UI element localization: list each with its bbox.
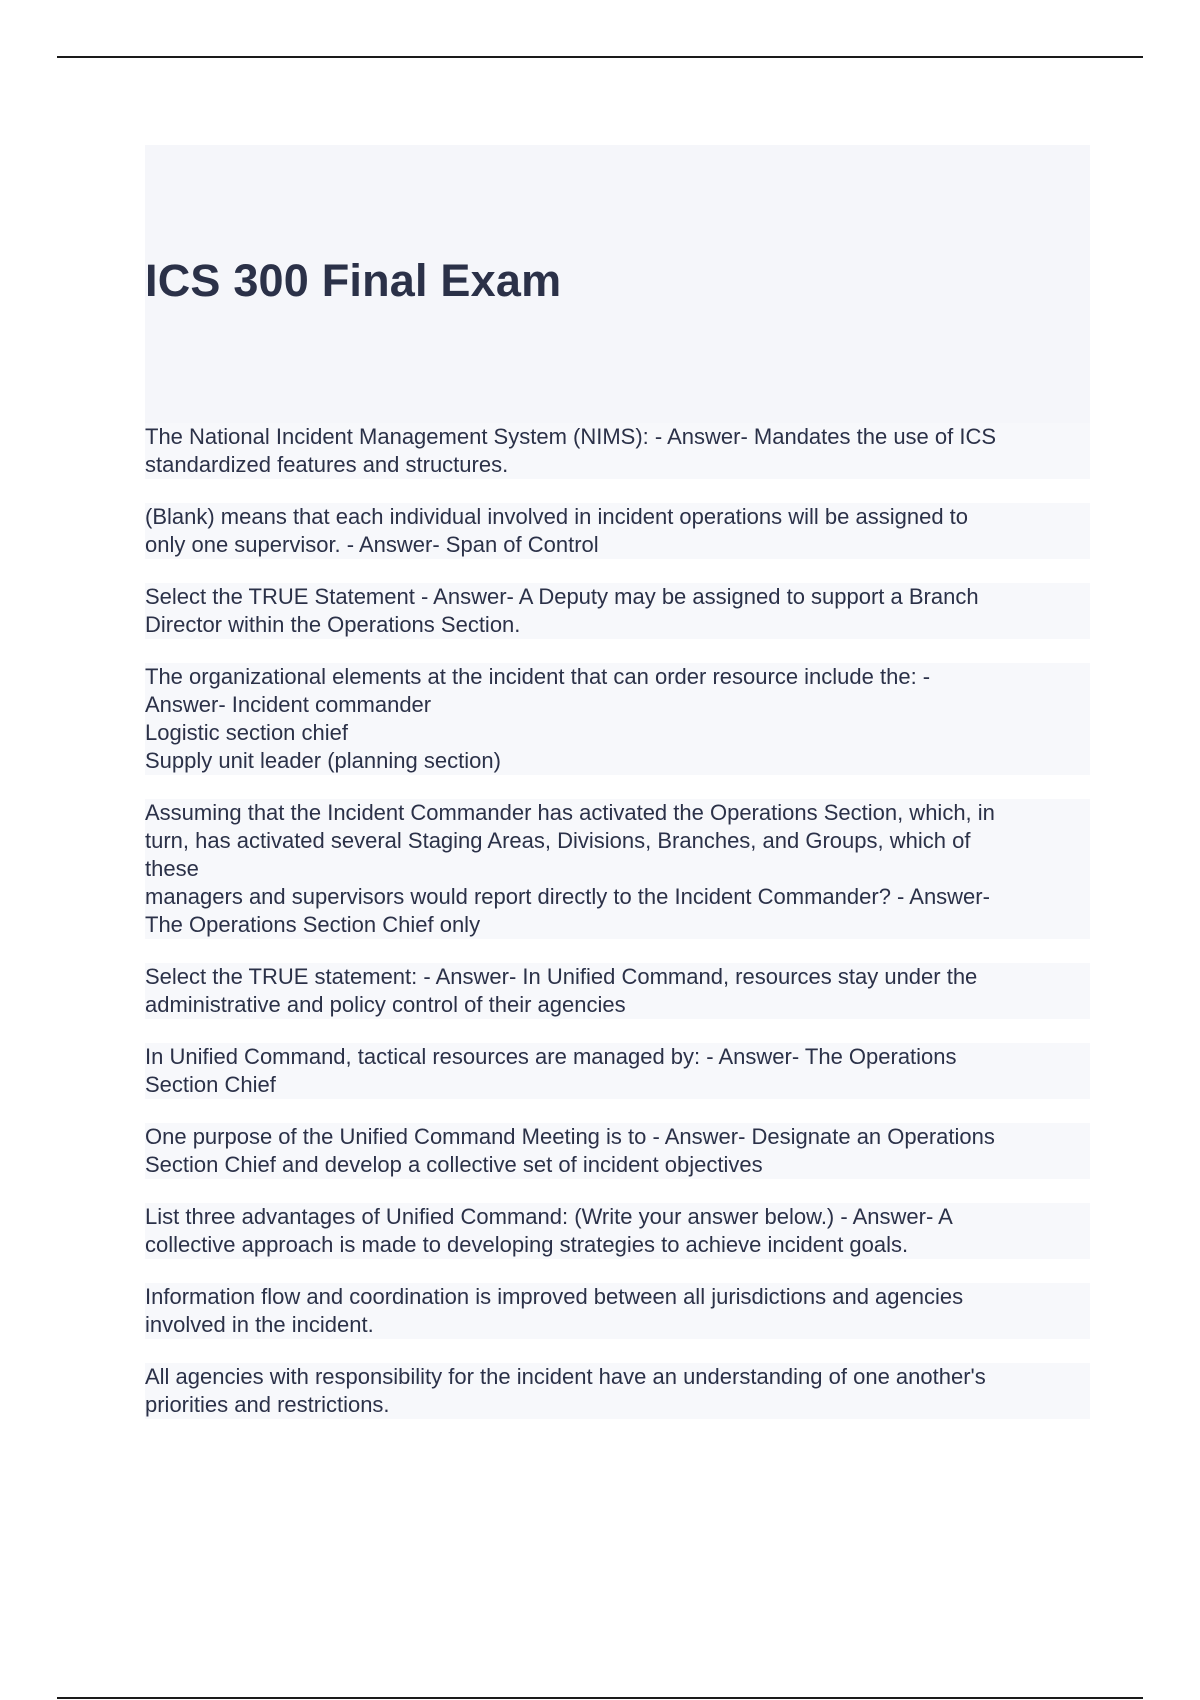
qa-item bbox=[145, 799, 1090, 939]
qa-text-line: The organizational elements at the incident that can order resource include the: - bbox=[145, 664, 931, 689]
page-title: ICS 300 Final Exam bbox=[145, 255, 562, 306]
qa-text-line: The Operations Section Chief only bbox=[145, 912, 481, 937]
qa-text-line: Select the TRUE Statement - Answer- A Deputy may be assigned to support a Branch bbox=[145, 584, 979, 609]
qa-text-line: priorities and restrictions. bbox=[145, 1392, 390, 1417]
qa-text-line: Assuming that the Incident Commander has activated the Operations Section, which, in bbox=[145, 800, 995, 825]
qa-item bbox=[145, 1123, 1090, 1179]
qa-text-line: involved in the incident. bbox=[145, 1312, 374, 1337]
qa-text-line: collective approach is made to developing strategies to achieve incident goals. bbox=[145, 1232, 909, 1257]
qa-text-line: All agencies with responsibility for the incident have an understanding of one another's bbox=[145, 1364, 986, 1389]
title-banner bbox=[145, 145, 1090, 423]
qa-text-line: turn, has activated several Staging Areas, Divisions, Branches, and Groups, which of bbox=[145, 828, 971, 853]
qa-item bbox=[145, 423, 1090, 479]
bottom-divider bbox=[57, 1697, 1143, 1699]
top-divider bbox=[57, 56, 1143, 58]
qa-item bbox=[145, 663, 1090, 775]
qa-text-line: managers and supervisors would report directly to the Incident Commander? - Answer- bbox=[145, 884, 990, 909]
qa-item bbox=[145, 1363, 1090, 1419]
qa-list bbox=[145, 423, 1090, 1443]
qa-item bbox=[145, 1203, 1090, 1259]
qa-item bbox=[145, 583, 1090, 639]
qa-text-line: Logistic section chief bbox=[145, 720, 348, 745]
qa-text-line: (Blank) means that each individual involved in incident operations will be assigned to bbox=[145, 504, 969, 529]
qa-text-line: Select the TRUE statement: - Answer- In Unified Command, resources stay under the bbox=[145, 964, 978, 989]
qa-item bbox=[145, 1283, 1090, 1339]
qa-text-line: Section Chief bbox=[145, 1072, 276, 1097]
qa-text-line: The National Incident Management System (NIMS): - Answer- Mandates the use of ICS bbox=[145, 424, 997, 449]
qa-text-line: administrative and policy control of their agencies bbox=[145, 992, 626, 1017]
qa-item bbox=[145, 963, 1090, 1019]
qa-text-line: these bbox=[145, 856, 199, 881]
qa-text-line: Supply unit leader (planning section) bbox=[145, 748, 501, 773]
qa-text-line: In Unified Command, tactical resources are managed by: - Answer- The Operations bbox=[145, 1044, 957, 1069]
qa-text-line: Section Chief and develop a collective set of incident objectives bbox=[145, 1152, 763, 1177]
qa-text-line: standardized features and structures. bbox=[145, 452, 509, 477]
qa-text-line: List three advantages of Unified Command: (Write your answer below.) - Answer- A bbox=[145, 1204, 953, 1229]
qa-text-line: Information flow and coordination is improved between all jurisdictions and agencies bbox=[145, 1284, 964, 1309]
qa-text-line: One purpose of the Unified Command Meeting is to - Answer- Designate an Operations bbox=[145, 1124, 995, 1149]
qa-text-line: only one supervisor. - Answer- Span of Control bbox=[145, 532, 599, 557]
qa-item bbox=[145, 1043, 1090, 1099]
qa-item bbox=[145, 503, 1090, 559]
qa-text-line: Director within the Operations Section. bbox=[145, 612, 521, 637]
qa-text-line: Answer- Incident commander bbox=[145, 692, 432, 717]
